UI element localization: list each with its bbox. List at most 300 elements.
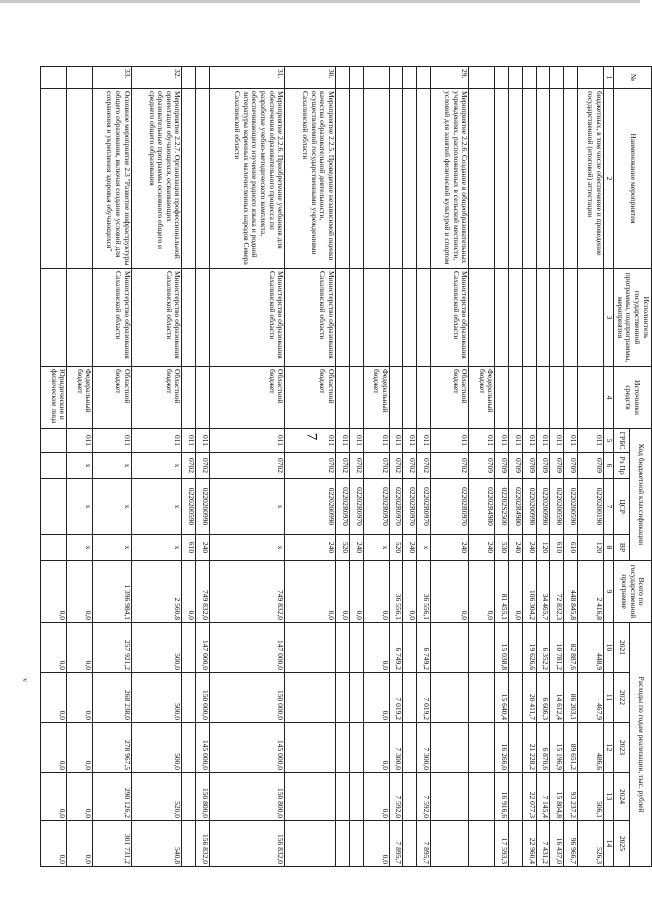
csr-code: x [209,479,284,535]
measure-name [41,89,67,269]
value-2025: 16 437,0 [550,821,564,867]
total-value: 36 556,1 [389,561,403,623]
total-value: 749 832,0 [209,561,284,623]
executor: Министерство образования Сахалинской области [285,269,336,367]
value-2023: 278 967,5 [93,723,131,773]
csr-code: 0220200990 [536,479,550,535]
value-2023 [430,723,468,773]
table-body [41,67,614,867]
grbs-code: 011 [403,429,417,453]
index-cell: 7 [604,479,614,535]
row-number [389,67,403,89]
value-2025 [182,821,196,867]
value-2023 [182,723,196,773]
executor: Министерство образования Сахалинской области [209,269,284,367]
measure-name [67,89,93,269]
table-row [417,67,431,867]
executor [336,269,350,367]
value-2024 [509,773,523,821]
value-2022: 0,0 [67,673,93,723]
rz-code: 0702 [389,453,403,479]
index-cell: 1 [604,67,614,89]
measure-name: бюджетных, в том числе обеспечение и проведение государственной (итоговой) аттестации [577,89,603,269]
grbs-code: 011 [67,429,93,453]
csr-code: 02202R0970 [349,479,363,535]
header-executor: Исполнитель государственной программы, подпрограммы, мероприятия [614,269,652,367]
table-row [522,67,536,867]
rz-code: 0709 [495,453,509,479]
value-2022: 7 019,2 [417,673,431,723]
csr-code: 02202S2500 [495,479,509,535]
header-grbs: ГРБС [614,429,630,453]
vr-code: x [131,535,182,561]
index-cell: 10 [604,623,614,673]
vr-code: 610 [564,535,578,561]
executor [41,269,67,367]
table-row [41,67,67,867]
row-number: 32. [131,67,182,89]
value-2024: 93 237,2 [564,773,578,821]
total-value: 749 832,0 [196,561,210,623]
value-2021 [469,623,495,673]
index-cell: 12 [604,723,614,773]
executor [536,269,550,367]
index-cell: 5 [604,429,614,453]
value-2022: 500,0 [131,673,182,723]
vr-code: 240 [349,535,363,561]
csr-code: 02202R0970 [389,479,403,535]
total-value: 2 416,8 [577,561,603,623]
grbs-code: 011 [285,429,336,453]
total-value: 2 560,8 [131,561,182,623]
grbs-code: 011 [196,429,210,453]
row-number [67,67,93,89]
value-2025 [285,821,336,867]
value-2024: 150 800,0 [209,773,284,821]
value-2025: 7 895,7 [389,821,403,867]
table-row [209,67,284,867]
value-2025: 540,8 [131,821,182,867]
rz-code: x [67,453,93,479]
measure-name [536,89,550,269]
grbs-code: 011 [495,429,509,453]
rotated-document [40,66,652,866]
value-2025: 156 832,0 [209,821,284,867]
measure-name [417,89,431,269]
value-2023: 6 870,6 [536,723,550,773]
header-csr: ЦСР [614,479,630,535]
executor [564,269,578,367]
value-2021 [403,623,417,673]
table-row [577,67,603,867]
value-2024: 22 077,3 [522,773,536,821]
grbs-code: 011 [509,429,523,453]
value-2021 [430,623,468,673]
row-number [564,67,578,89]
value-2024: 7 592,0 [389,773,403,821]
csr-code: 02202R0970 [430,479,468,535]
value-2023: 7 300,0 [389,723,403,773]
index-cell: 9 [604,561,614,623]
executor: Министерство образования Сахалинской области [430,269,468,367]
vr-code: 240 [196,535,210,561]
value-2021 [349,623,363,673]
value-2023: 145 000,0 [196,723,210,773]
table-row [67,67,93,867]
value-2022: 86 203,1 [564,673,578,723]
value-2025: 156 832,0 [196,821,210,867]
value-2022: 7 019,2 [389,673,403,723]
value-2022 [509,673,523,723]
vr-code: x [209,535,284,561]
measure-name [550,89,564,269]
grbs-code: 011 [577,429,603,453]
funding-source: Областной бюджет [285,367,336,429]
vr-code [41,535,67,561]
value-2022 [182,673,196,723]
header-number: № [614,67,652,89]
funding-source [509,367,523,429]
value-2025 [336,821,350,867]
value-2023: 145 000,0 [209,723,284,773]
index-cell: 3 [604,269,614,367]
measure-name [349,89,363,269]
total-value: 448 845,8 [564,561,578,623]
value-2022: 150 000,0 [209,673,284,723]
measure-name: Мероприятие 2.2.5. Проведение независимой оценки качества образовательной деятельности, осуществляемой государственными учреждениями Сахалинской области [285,89,336,269]
index-cell: 11 [604,673,614,723]
header-year: 2022 [614,673,630,723]
funding-source: Областной бюджет [131,367,182,429]
value-2023: 0,0 [41,723,67,773]
table-row [389,67,403,867]
header-total: Всего по государственной программе [614,561,652,623]
value-2022: 467,9 [577,673,603,723]
funding-source [182,367,196,429]
vr-code: 240 [469,535,495,561]
measure-name [196,89,210,269]
row-number [536,67,550,89]
value-2021: 147 000,0 [209,623,284,673]
vr-code: 520 [336,535,350,561]
table-row [550,67,564,867]
value-2022 [403,673,417,723]
funding-source [495,367,509,429]
rz-code: 0702 [209,453,284,479]
value-2021: 19 626,6 [522,623,536,673]
csr-code: x [67,479,93,535]
vr-code: 240 [285,535,336,561]
value-2024 [285,773,336,821]
value-2025: 22 960,4 [522,821,536,867]
vr-code: x [67,535,93,561]
header-budget-code: Код бюджетной классификации [630,429,652,561]
csr-code: 02202R0970 [336,479,350,535]
value-2025: 526,3 [577,821,603,867]
executor [349,269,363,367]
vr-code: 240 [522,535,536,561]
total-value: 0,0 [509,561,523,623]
measure-name [469,89,495,269]
funding-source: Областной бюджет [209,367,284,429]
total-value: 81 455,1 [495,561,509,623]
funding-source [349,367,363,429]
measure-name [509,89,523,269]
value-2021: 147 000,0 [196,623,210,673]
csr-code: 02202R0970 [363,479,389,535]
value-2024: 16 916,6 [495,773,509,821]
value-2024: 506,1 [577,773,603,821]
measure-name [389,89,403,269]
executor [522,269,536,367]
value-2021: 448,9 [577,623,603,673]
csr-code: 0220200190 [577,479,603,535]
funding-source [536,367,550,429]
value-2024: 0,0 [67,773,93,821]
rz-code: 0702 [403,453,417,479]
total-value: 0,0 [285,561,336,623]
header-vr: ВР [614,535,630,561]
rz-code: 0702 [430,453,468,479]
funding-source: Областной бюджет [93,367,131,429]
total-value: 1 396 984,1 [93,561,131,623]
margin-mark: ᵥ [20,678,36,682]
row-number [182,67,196,89]
value-2023: 89 651,2 [564,723,578,773]
table-row [403,67,417,867]
page-number: 7 [303,432,320,441]
vr-code: 530 [495,535,509,561]
row-number [495,67,509,89]
grbs-code: 011 [469,429,495,453]
grbs-code: 011 [209,429,284,453]
value-2021 [336,623,350,673]
value-2023: 500,0 [131,723,182,773]
row-number: 31. [209,67,284,89]
value-2021: 15 038,8 [495,623,509,673]
measure-name: Основное мероприятие 2.3 "Развитие инфраструктуры общего образования, включая создание условий для сохранения и укрепления здоровья обучающихся" [93,89,131,269]
vr-code: 610 [550,535,564,561]
row-number: 33. [93,67,131,89]
row-number [522,67,536,89]
csr-code: 02202R4980 [509,479,523,535]
grbs-code: 011 [550,429,564,453]
csr-code: 0220200990 [522,479,536,535]
value-2022: 15 640,4 [495,673,509,723]
value-2022: 6 606,3 [536,673,550,723]
measure-name: Мероприятие 2.2.6. Приобретение учебников для обеспечения образовательного процесса по разработке учебно-методического комплекта, обеспечивающего изучение родного языка и родной литературы коренных малочисленных народов Севера Сахалинской области [209,89,284,269]
vr-code: 240 [509,535,523,561]
value-2024 [182,773,196,821]
total-value: 0,0 [336,561,350,623]
funding-source [389,367,403,429]
rz-code: 0709 [536,453,550,479]
vr-code: 240 [403,535,417,561]
row-number [417,67,431,89]
index-cell: 13 [604,773,614,821]
csr-code: 02202R0970 [403,479,417,535]
csr-code: 02202R0970 [417,479,431,535]
table-row [536,67,550,867]
executor [182,269,196,367]
executor [403,269,417,367]
header-year: 2021 [614,623,630,673]
table-row [336,67,350,867]
header-year: 2023 [614,723,630,773]
header-name: Наименование мероприятия [614,89,652,269]
value-2025: 7 895,7 [417,821,431,867]
row-number [363,67,389,89]
header-rz: Рз Пр [614,453,630,479]
value-2024 [469,773,495,821]
grbs-code: 011 [430,429,468,453]
executor [469,269,495,367]
measure-name: Мероприятие 2.2.6. Создание в общеобразовательных учреждениях, расположенных в сельской местности, условий для занятий физической культурой и спортом [430,89,468,269]
vr-code: 520 [389,535,403,561]
value-2024: 0,0 [41,773,67,821]
funding-source [522,367,536,429]
row-number [403,67,417,89]
rz-code: 0702 [196,453,210,479]
value-2024: 15 804,8 [550,773,564,821]
grbs-code: 011 [131,429,182,453]
measure-name [363,89,389,269]
value-2022 [349,673,363,723]
vr-code: 120 [577,535,603,561]
row-number [336,67,350,89]
rz-code: 0709 [469,453,495,479]
total-value: 0,0 [403,561,417,623]
table-row [363,67,389,867]
value-2024 [349,773,363,821]
table-row [93,67,131,867]
row-number: 30. [285,67,336,89]
csr-code: 0220200990 [285,479,336,535]
value-2021 [509,623,523,673]
value-2021: 257 921,2 [93,623,131,673]
value-2024: 7 592,0 [417,773,431,821]
index-cell: 8 [604,535,614,561]
measure-name [522,89,536,269]
csr-code: 0220200590 [550,479,564,535]
vr-code: x [93,535,131,561]
funding-source [577,367,603,429]
total-value: 0,0 [182,561,196,623]
value-2025 [430,821,468,867]
total-value: 0,0 [349,561,363,623]
value-2023: 486,6 [577,723,603,773]
value-2021: 0,0 [363,623,389,673]
table-row [349,67,363,867]
grbs-code: 011 [417,429,431,453]
value-2025 [469,821,495,867]
measure-name [336,89,350,269]
vr-code: x [417,535,431,561]
grbs-code: 011 [349,429,363,453]
grbs-code: 011 [93,429,131,453]
measure-name: Мероприятие 2.2.7. Организация профессиональной ориентации обучающихся, осваивающих образовательные программы основного общего и среднего общего образования [131,89,182,269]
value-2022: 20 411,7 [522,673,536,723]
measure-name [403,89,417,269]
value-2023: 7 300,0 [417,723,431,773]
csr-code: x [93,479,131,535]
grbs-code [41,429,67,453]
total-value: 0,0 [363,561,389,623]
value-2021: 6 352,2 [536,623,550,673]
rz-code: x [131,453,182,479]
budget-table [40,66,652,867]
value-2021: 10 781,2 [550,623,564,673]
csr-code: x [131,479,182,535]
value-2024: 150 800,0 [196,773,210,821]
value-2023: 16 266,0 [495,723,509,773]
rz-code: 0709 [509,453,523,479]
table-row [430,67,468,867]
executor [577,269,603,367]
header-year: 2024 [614,773,630,821]
value-2021: 500,0 [131,623,182,673]
executor [389,269,403,367]
funding-source: Федеральный бюджет [469,367,495,429]
funding-source: Федеральный бюджет [363,367,389,429]
funding-source [564,367,578,429]
funding-source: Юридические и физические лица [41,367,67,429]
vr-code: x [363,535,389,561]
funding-source [417,367,431,429]
grbs-code: 011 [389,429,403,453]
measure-name [495,89,509,269]
grbs-code: 011 [336,429,350,453]
row-number [550,67,564,89]
value-2025: 7 431,2 [536,821,550,867]
executor [67,269,93,367]
value-2021: 82 887,6 [564,623,578,673]
value-2024 [336,773,350,821]
executor [363,269,389,367]
total-value: 106 304,2 [522,561,536,623]
rz-code: 0702 [336,453,350,479]
value-2025: 17 593,3 [495,821,509,867]
table-row [469,67,495,867]
scan-top-edge [0,0,640,3]
funding-source [550,367,564,429]
header-year: 2025 [614,821,630,867]
value-2024: 0,0 [363,773,389,821]
value-2023 [509,723,523,773]
executor [509,269,523,367]
csr-code: 02202R4980 [469,479,495,535]
value-2023: 0,0 [67,723,93,773]
value-2022: 14 612,4 [550,673,564,723]
value-2023: 21 228,2 [522,723,536,773]
value-2023 [349,723,363,773]
table-row [285,67,336,867]
executor [196,269,210,367]
table-row [509,67,523,867]
value-2025: 0,0 [363,821,389,867]
value-2024: 7 145,4 [536,773,550,821]
grbs-code: 011 [536,429,550,453]
grbs-code: 011 [564,429,578,453]
value-2022 [469,673,495,723]
value-2022 [430,673,468,723]
grbs-code: 011 [522,429,536,453]
row-number [509,67,523,89]
value-2023: 15 196,9 [550,723,564,773]
document-area [40,66,652,866]
rz-code: 0709 [564,453,578,479]
total-value: 0,0 [41,561,67,623]
